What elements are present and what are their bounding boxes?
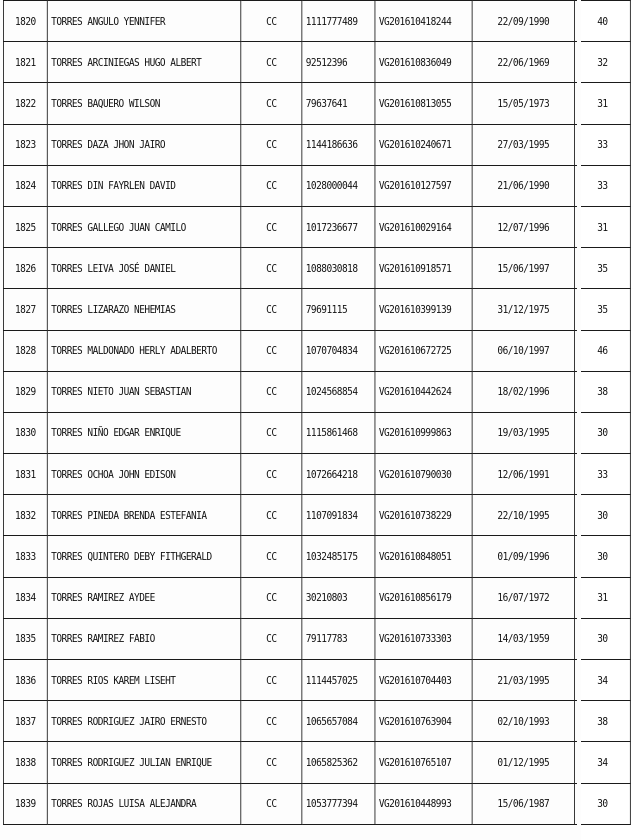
table-row	[3, 660, 630, 701]
score: 31	[574, 577, 630, 618]
document-type: CC	[241, 206, 302, 247]
document-type: CC	[241, 783, 302, 824]
birth-date: 01/09/1996	[472, 536, 574, 577]
table-row	[3, 577, 630, 618]
document-type: CC	[241, 495, 302, 536]
row-number: 1826	[3, 248, 47, 289]
birth-date: 02/10/1993	[472, 701, 574, 742]
document-number: 1114457025	[302, 660, 375, 701]
table-row	[3, 701, 630, 742]
table-row	[3, 371, 630, 412]
row-number: 1823	[3, 124, 47, 165]
birth-date: 15/06/1997	[472, 248, 574, 289]
birth-date: 16/07/1972	[472, 577, 574, 618]
full-name: TORRES RAMIREZ AYDEE	[47, 577, 241, 618]
registration-code: VG201610418244	[375, 1, 472, 42]
score: 38	[574, 371, 630, 412]
row-number: 1825	[3, 206, 47, 247]
full-name: TORRES RODRIGUEZ JULIAN ENRIQUE	[47, 742, 241, 783]
full-name: TORRES NIÑO EDGAR ENRIQUE	[47, 412, 241, 453]
row-number: 1835	[3, 618, 47, 659]
document-number: 79637641	[302, 83, 375, 124]
registration-code: VG201610029164	[375, 206, 472, 247]
score: 30	[574, 618, 630, 659]
document-type: CC	[241, 742, 302, 783]
score: 46	[574, 330, 630, 371]
birth-date: 21/03/1995	[472, 660, 574, 701]
registry-table-body	[3, 1, 630, 825]
registration-code: VG201610127597	[375, 165, 472, 206]
document-number: 1053777394	[302, 783, 375, 824]
full-name: TORRES QUINTERO DEBY FITHGERALD	[47, 536, 241, 577]
birth-date: 15/06/1987	[472, 783, 574, 824]
full-name: TORRES ROJAS LUISA ALEJANDRA	[47, 783, 241, 824]
registration-code: VG201610733303	[375, 618, 472, 659]
score: 38	[574, 701, 630, 742]
score: 34	[574, 742, 630, 783]
table-row	[3, 495, 630, 536]
registration-code: VG201610999863	[375, 412, 472, 453]
score: 30	[574, 783, 630, 824]
birth-date: 06/10/1997	[472, 330, 574, 371]
table-row	[3, 83, 630, 124]
document-number: 1144186636	[302, 124, 375, 165]
table-row	[3, 124, 630, 165]
document-type: CC	[241, 83, 302, 124]
registration-code: VG201610790030	[375, 454, 472, 495]
document-number: 1115861468	[302, 412, 375, 453]
full-name: TORRES ANGULO YENNIFER	[47, 1, 241, 42]
score: 33	[574, 124, 630, 165]
full-name: TORRES LIZARAZO NEHEMIAS	[47, 289, 241, 330]
score: 33	[574, 165, 630, 206]
full-name: TORRES RIOS KAREM LISEHT	[47, 660, 241, 701]
row-number: 1830	[3, 412, 47, 453]
registration-code: VG201610399139	[375, 289, 472, 330]
birth-date: 21/06/1990	[472, 165, 574, 206]
document-type: CC	[241, 124, 302, 165]
row-number: 1829	[3, 371, 47, 412]
table-row	[3, 536, 630, 577]
row-number: 1831	[3, 454, 47, 495]
table-row	[3, 454, 630, 495]
row-number: 1839	[3, 783, 47, 824]
registration-code: VG201610448993	[375, 783, 472, 824]
birth-date: 22/10/1995	[472, 495, 574, 536]
table-row	[3, 42, 630, 83]
full-name: TORRES RODRIGUEZ JAIRO ERNESTO	[47, 701, 241, 742]
document-number: 1088030818	[302, 248, 375, 289]
document-type: CC	[241, 618, 302, 659]
table-row	[3, 165, 630, 206]
document-number: 1111777489	[302, 1, 375, 42]
full-name: TORRES DIN FAYRLEN DAVID	[47, 165, 241, 206]
registration-code: VG201610836049	[375, 42, 472, 83]
table-row	[3, 248, 630, 289]
registration-code: VG201610765107	[375, 742, 472, 783]
row-number: 1833	[3, 536, 47, 577]
document-type: CC	[241, 577, 302, 618]
score: 30	[574, 412, 630, 453]
row-number: 1832	[3, 495, 47, 536]
row-number: 1834	[3, 577, 47, 618]
birth-date: 14/03/1959	[472, 618, 574, 659]
registration-code: VG201610856179	[375, 577, 472, 618]
full-name: TORRES BAQUERO WILSON	[47, 83, 241, 124]
birth-date: 31/12/1975	[472, 289, 574, 330]
registration-code: VG201610848051	[375, 536, 472, 577]
document-type: CC	[241, 536, 302, 577]
registration-code: VG201610442624	[375, 371, 472, 412]
document-type: CC	[241, 248, 302, 289]
score: 30	[574, 536, 630, 577]
table-row	[3, 1, 630, 42]
score: 30	[574, 495, 630, 536]
table-row	[3, 783, 630, 824]
table-row	[3, 289, 630, 330]
document-type: CC	[241, 165, 302, 206]
row-number: 1828	[3, 330, 47, 371]
score: 31	[574, 83, 630, 124]
document-number: 92512396	[302, 42, 375, 83]
document-number: 1032485175	[302, 536, 375, 577]
document-number: 79691115	[302, 289, 375, 330]
table-row	[3, 412, 630, 453]
document-type: CC	[241, 412, 302, 453]
full-name: TORRES ARCINIEGAS HUGO ALBERT	[47, 42, 241, 83]
row-number: 1836	[3, 660, 47, 701]
document-type: CC	[241, 42, 302, 83]
row-number: 1821	[3, 42, 47, 83]
document-type: CC	[241, 289, 302, 330]
document-type: CC	[241, 371, 302, 412]
page-edge	[577, 0, 581, 840]
score: 40	[574, 1, 630, 42]
document-number: 79117783	[302, 618, 375, 659]
score: 35	[574, 289, 630, 330]
full-name: TORRES NIETO JUAN SEBASTIAN	[47, 371, 241, 412]
table-row	[3, 206, 630, 247]
birth-date: 18/02/1996	[472, 371, 574, 412]
document-number: 30210803	[302, 577, 375, 618]
document-type: CC	[241, 454, 302, 495]
document-number: 1017236677	[302, 206, 375, 247]
document-type: CC	[241, 330, 302, 371]
score: 31	[574, 206, 630, 247]
birth-date: 22/06/1969	[472, 42, 574, 83]
document-number: 1065825362	[302, 742, 375, 783]
document-number: 1028000044	[302, 165, 375, 206]
document-type: CC	[241, 660, 302, 701]
document-type: CC	[241, 701, 302, 742]
document-number: 1024568854	[302, 371, 375, 412]
score: 33	[574, 454, 630, 495]
table-row	[3, 742, 630, 783]
full-name: TORRES DAZA JHON JAIRO	[47, 124, 241, 165]
table-row	[3, 618, 630, 659]
row-number: 1838	[3, 742, 47, 783]
registration-code: VG201610813055	[375, 83, 472, 124]
birth-date: 12/07/1996	[472, 206, 574, 247]
full-name: TORRES OCHOA JOHN EDISON	[47, 454, 241, 495]
full-name: TORRES PINEDA BRENDA ESTEFANIA	[47, 495, 241, 536]
registration-code: VG201610704403	[375, 660, 472, 701]
birth-date: 19/03/1995	[472, 412, 574, 453]
registration-code: VG201610918571	[375, 248, 472, 289]
birth-date: 22/09/1990	[472, 1, 574, 42]
document-type: CC	[241, 1, 302, 42]
birth-date: 27/03/1995	[472, 124, 574, 165]
row-number: 1827	[3, 289, 47, 330]
score: 35	[574, 248, 630, 289]
birth-date: 15/05/1973	[472, 83, 574, 124]
document-number: 1072664218	[302, 454, 375, 495]
row-number: 1837	[3, 701, 47, 742]
full-name: TORRES GALLEGO JUAN CAMILO	[47, 206, 241, 247]
registration-code: VG201610672725	[375, 330, 472, 371]
registration-code: VG201610240671	[375, 124, 472, 165]
birth-date: 01/12/1995	[472, 742, 574, 783]
document-number: 1070704834	[302, 330, 375, 371]
full-name: TORRES LEIVA JOSÉ DANIEL	[47, 248, 241, 289]
full-name: TORRES RAMIREZ FABIO	[47, 618, 241, 659]
document-number: 1065657084	[302, 701, 375, 742]
registration-code: VG201610738229	[375, 495, 472, 536]
full-name: TORRES MALDONADO HERLY ADALBERTO	[47, 330, 241, 371]
row-number: 1822	[3, 83, 47, 124]
document-number: 1107091834	[302, 495, 375, 536]
birth-date: 12/06/1991	[472, 454, 574, 495]
row-number: 1824	[3, 165, 47, 206]
score: 34	[574, 660, 630, 701]
registration-code: VG201610763904	[375, 701, 472, 742]
table-row	[3, 330, 630, 371]
score: 32	[574, 42, 630, 83]
row-number: 1820	[3, 1, 47, 42]
registry-table	[3, 0, 631, 825]
